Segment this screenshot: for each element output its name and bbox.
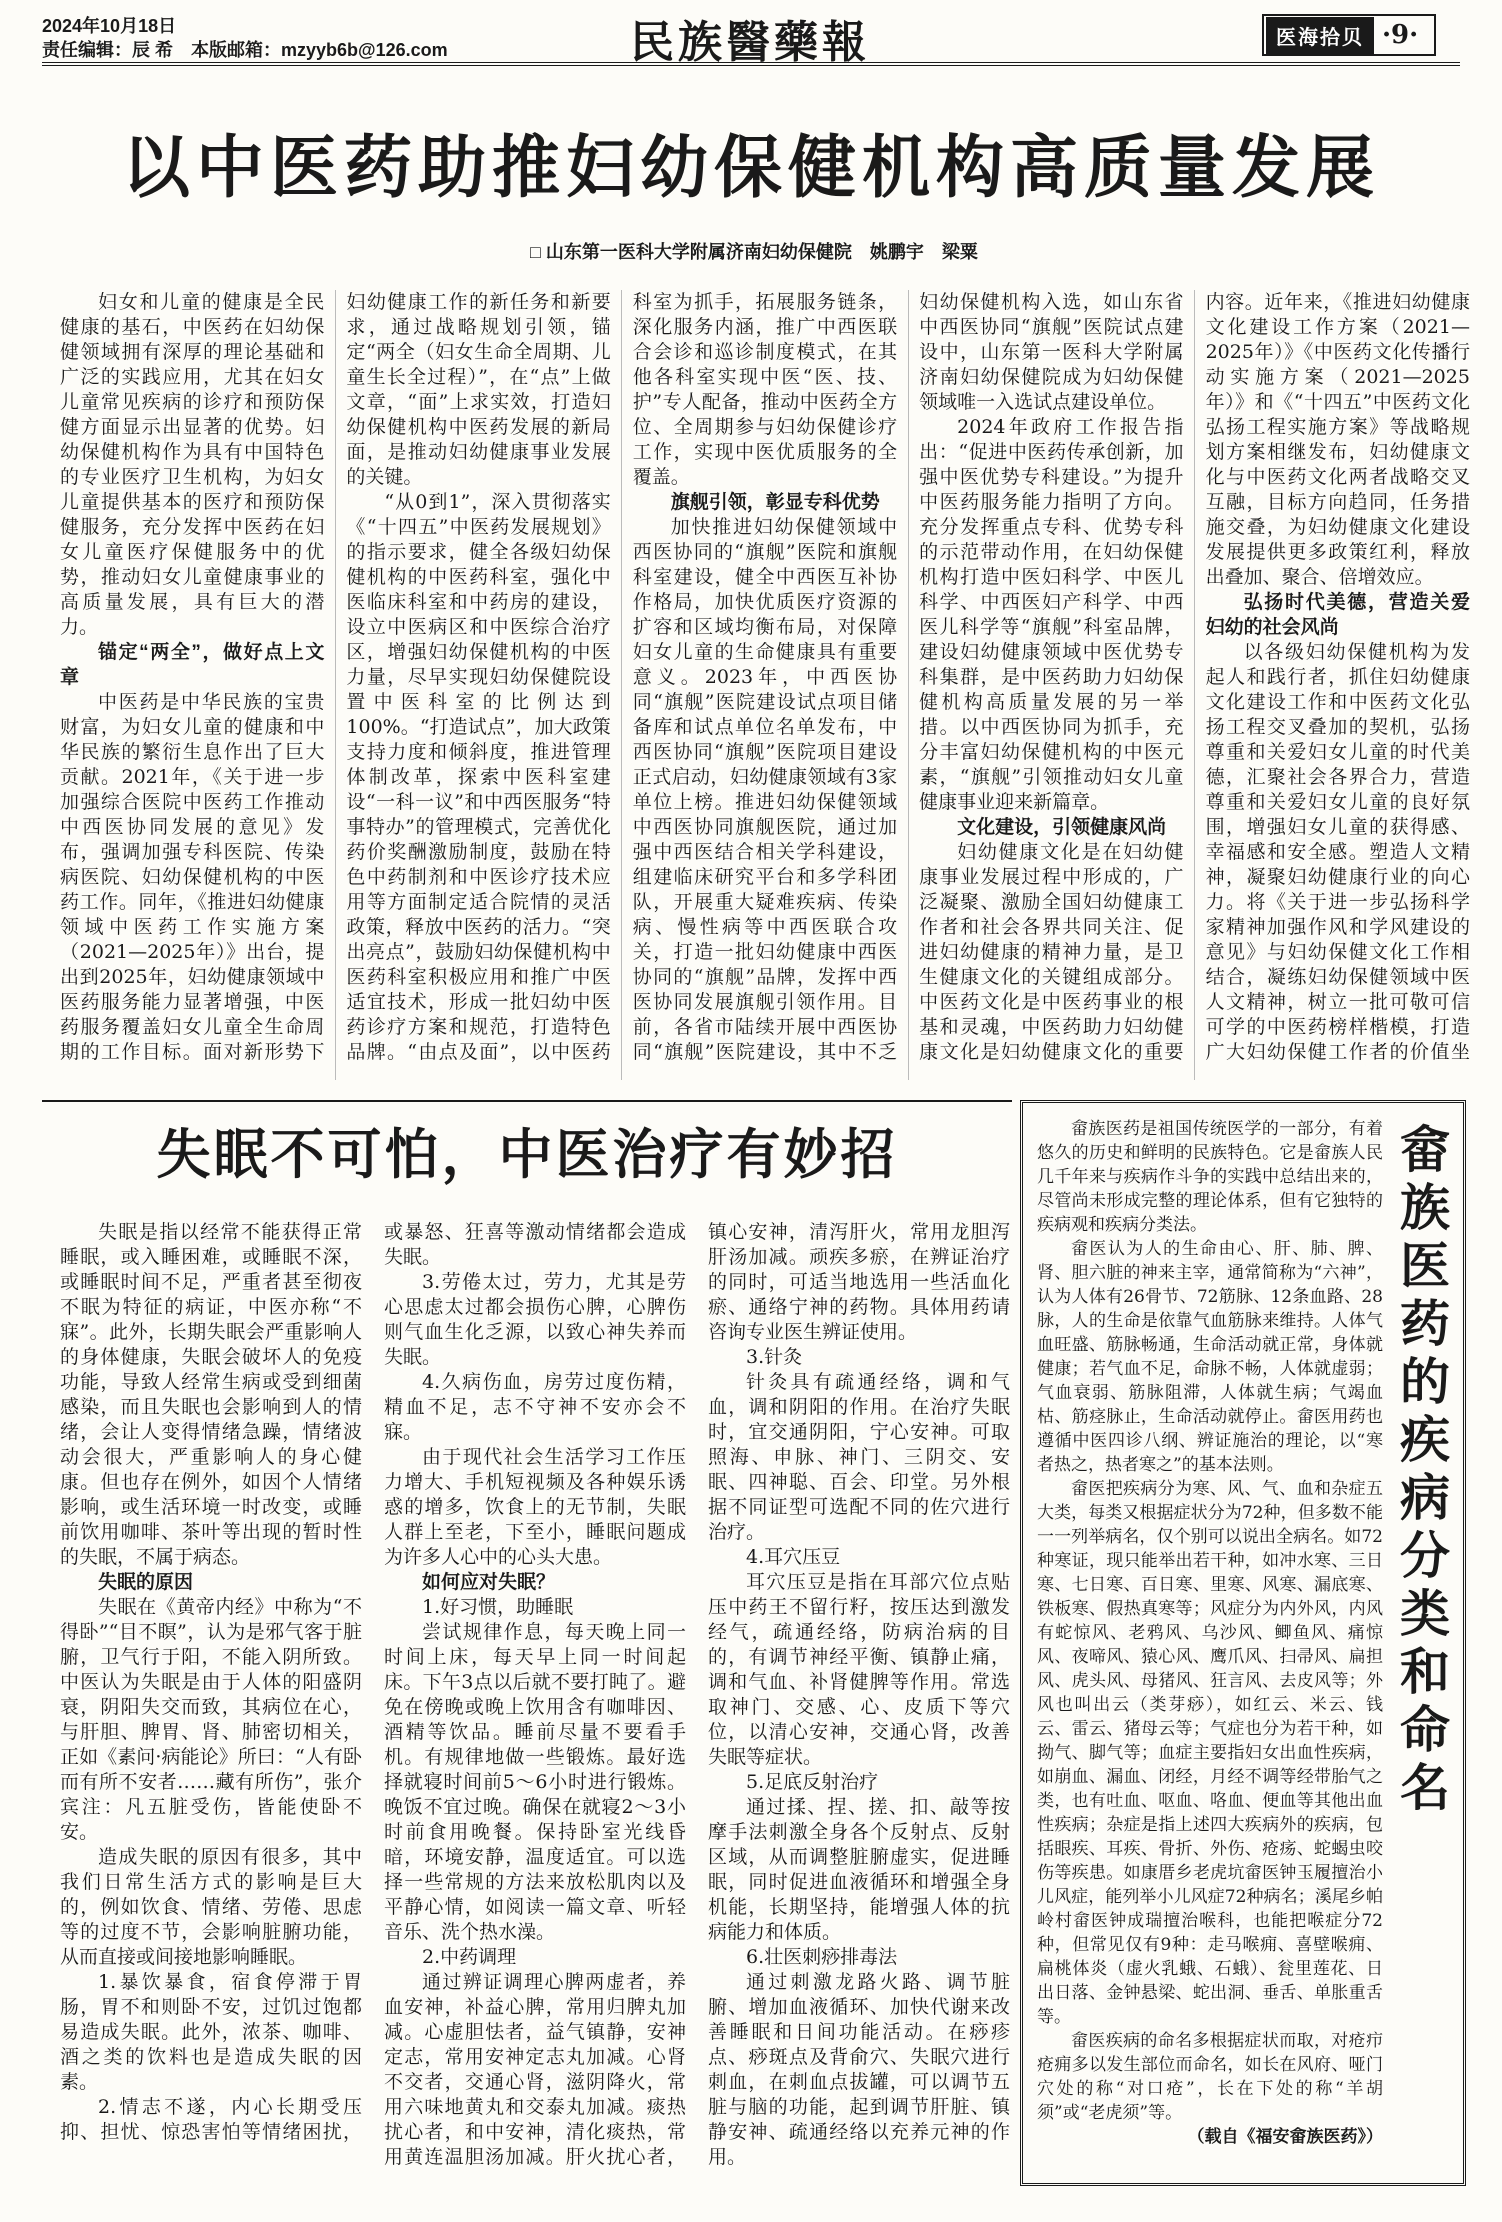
article2-headline: 失眠不可怕，中医治疗有妙招: [156, 1125, 898, 1185]
subheading: 旗舰引领，彰显专科优势: [670, 492, 880, 513]
paragraph: 畲医疾病的命名多根据症状而取，对疮疖疮痈多以发生部位而命名，如长在风府、哑门穴处的称“对口疮”，长在下处的称“羊胡须”或“老虎须”等。: [1037, 2031, 1383, 2123]
paragraph: 以各级妇幼保健机构为发起人和践行者，抓住妇幼健康文化建设工作和中医药文化弘扬工程交叉叠加的契机，弘扬尊重和关爱妇女儿童的时代美德，汇聚社会各界合力，营造尊重和关爱妇女儿童的良好氛围，增强妇女儿童的获得感、幸福感和安全感。塑造人文精神，凝聚妇幼健康行业的向心力。将《关于进一步弘扬科学家精神加强作风和学风建设的意见》与妇幼保健文化工作相结合，凝练妇幼保健领域中医人文精神，树立一批可敬可信可学的中医药榜样楷模，打造广大妇幼保健工作者的价值坐: [1205, 641, 1470, 1063]
newspaper-name: 民族醫藥報: [630, 17, 870, 68]
paragraph: 通过刺激龙路火路、调节脏腑、增加血液循环、加快代谢来改善睡眠和日间功能活动。在痧疹点、痧斑点及背俞穴、失眠穴进行刺血，在刺血点拔罐，可以调节五脏与脑的功能，起到调节肝脏、镇静安神、疏通经络以充养元神的作用。: [708, 1971, 1010, 2168]
paragraph: 通过揉、捏、搓、扣、敲等按摩手法刺激全身各个反射点、反射区域，从而调整脏腑虚实，促进睡眠，同时促进血液循环和增强全身机能，长期坚持，能增强人体的抗病能力和体质。: [708, 1796, 1010, 1943]
paragraph: 3.劳倦太过，劳力，尤其是劳心思虑太过都会损伤心脾，心脾伤则气血生化乏源，以致心神失养而失眠。: [384, 1271, 686, 1368]
section-name: 医海拾贝: [1266, 17, 1374, 54]
paragraph: 尝试规律作息，每天晚上同一时间上床，每天早上同一时间起床。下午3点以后就不要打盹了。避免在傍晚或晚上饮用含有咖啡因、酒精等饮品。睡前尽量不要看手机。有规律地做一些锻炼。最好选择就寝时间前5～6小时进行锻炼。晚饭不宜过晚。确保在就寝2～3小时前食用晚餐。保持卧室光线昏暗，环境安静，温度适宜。可以选择一些常规的方法来放松肌肉以及平静心情，如阅读一篇文章、听轻音乐、洗个热水澡。: [384, 1621, 686, 1943]
article1-body: [60, 290, 1470, 1080]
sidebar-body: [1037, 1117, 1383, 2167]
issue-date: 2024年10月18日: [42, 16, 177, 36]
sidebar-box: [1020, 1100, 1466, 2186]
paragraph: 2.中药调理: [422, 1946, 517, 1968]
masthead-info: [42, 14, 448, 62]
paragraph: “从0到1”，深入贯彻落实《“十四五”中医药发展规划》的指示要求，健全各级妇幼保健机构的中医药科室，强化中医临床科室和中药房的建设，设立中医病区和中医综合治疗区，增强妇幼保健机构的中医力量，尽早实现妇幼保健院设置中医科室的比例达到100%。“打造试点”，加大政策支持力度和倾斜度，推进管理体制改革，探索中医科室建设“一科一议”和中西医服务“特事特办”的管理模式，完善优化药价奖酬激励制度，鼓励在特色中药制剂和中医诊疗技术应用等方面制定适合院情的灵活政策，释放中医药的活力。“突出亮点”，鼓励妇幼保健机构中医药科室积极应用和推广中医适宜技术，形成一批妇幼中医药诊疗方案和规范，打造特色品牌。“由点及面”，以中医药科室为抓手，拓展服务链条，深化服务内涵，推广中西医联合会诊和巡诊制度模式，在其他各科室实现中医“医、技、护”专人配备，推动中医药全方位、全周期参与妇幼保健诊疗工作，实现中医优质服务的全覆盖。: [346, 291, 898, 1063]
paragraph: 加快推进妇幼保健领域中西医协同的“旗舰”医院和旗舰科室建设，健全中西医互补协作格局，加快优质医疗资源的扩容和区域均衡布局，对保障妇女儿童的生命健康具有重要意义。2023年，中西医协同“旗舰”医院建设试点项目储备库和试点单位名单发布，中西医协同“旗舰”医院项目建设正式启动，妇幼健康领域有3家单位上榜。推进妇幼保健领域中西医协同旗舰医院，通过加强中西医结合相关学科建设，组建临床研究平台和多学科团队，开展重大疑难疾病、传染病、慢性病等中西医联合攻关，打造一批妇幼健康中西医协同的“旗舰”品牌，发挥中西医协同发展旗舰引领作用。目前，各省市陆续开展中西医协同“旗舰”医院建设，其中不乏妇幼保健机构入选，如山东省中西医协同“旗舰”医院试点建设中，山东第一医科大学附属济南妇幼保健院成为妇幼保健领域唯一入选试点建设单位。: [632, 291, 1184, 1063]
paragraph: 1.暴饮暴食，宿食停滞于胃肠，胃不和则卧不安，过饥过饱都易造成失眠。此外，浓茶、咖啡、酒之类的饮料也是造成失眠的因素。: [60, 1971, 362, 2093]
paragraph: 造成失眠的原因有很多，其中我们日常生活方式的影响是巨大的，例如饮食、情绪、劳倦、思虑等的过度不节，会影响脏腑功能，从而直接或间接地影响睡眠。: [60, 1846, 362, 1968]
paragraph: 耳穴压豆是指在耳部穴位点贴压中药王不留行籽，按压达到激发经气，疏通经络，防病治病的目的，有调节神经平衡、镇静止痛，调和气血、补肾健脾等作用。常选取神门、交感、心、皮质下等穴位，以清心安神，交通心肾，改善失眠等症状。: [708, 1571, 1010, 1768]
paragraph: 2.情志不遂，内心长期受压抑、担忧、惊恐害怕等情绪困扰，或暴怒、狂喜等激动情绪都会造成失眠。: [60, 1221, 686, 2143]
paragraph: 失眠在《黄帝内经》中称为“不得卧”“目不瞑”，认为是邪气客于脏腑，卫气行于阳，不能入阴所致。中医认为失眠是由于人体的阳盛阴衰，阴阳失交而致，其病位在心，与肝胆、脾胃、肾、肺密切相关，正如《素问·病能论》所曰：“人有卧而有所不安者……藏有所伤”，张介宾注：凡五脏受伤，皆能使卧不安。: [60, 1596, 362, 1843]
subheading: 失眠的原因: [98, 1572, 194, 1593]
paragraph: 通过辨证调理心脾两虚者，养血安神，补益心脾，常用归脾丸加减。心虚胆怯者，益气镇静，安神定志，常用安神定志丸加减。心肾不交者，交通心肾，滋阴降火，常用六味地黄丸和交泰丸加减。痰热扰心者，和中安神，清化痰热，常用黄连温胆汤加减。肝火扰心者，镇心安神，清泻肝火，常用龙胆泻肝汤加减。顽疾多瘀，在辨证治疗的同时，可适当地选用一些活血化瘀、通络宁神的药物。具体用药请咨询专业医生辨证使用。: [384, 1221, 1010, 2168]
section-divider: [42, 1100, 1012, 1102]
paragraph: 2024年政府工作报告指出：“促进中医药传承创新，加强中医优势专科建设。”为提升中医药服务能力指明了方向。充分发挥重点专科、优势专科的示范带动作用，在妇幼保健机构打造中医妇科学、中医儿科学、中西医妇产科学、中西医儿科学等“旗舰”科室品牌，建设妇幼健康领域中医优势专科集群，是中医药助力妇幼保健机构高质量发展的另一举措。以中西医协同为抓手，充分丰富妇幼保健机构的中医元素，“旗舰”引领推动妇女儿童健康事业迎来新篇章。: [919, 416, 1184, 813]
paragraph: 3.针灸: [746, 1346, 803, 1368]
paragraph: 畲族医药是祖国传统医学的一部分，有着悠久的历史和鲜明的民族特色。它是畲族人民几千年来与疾病作斗争的实践中总结出来的，尽管尚未形成完整的理论体系，但有它独特的疾病观和疾病分类法。: [1037, 1119, 1383, 1235]
page-number: ·9·: [1382, 20, 1419, 50]
masthead-rule: [42, 62, 1460, 66]
paragraph: 畲医把疾病分为寒、风、气、血和杂症五大类，每类又根据症状分为72种，但多数不能一一列举病名，仅个别可以说出全病名。如72种寒证，现只能举出若干种，如冲水寒、三日寒、七日寒、百日寒、里寒、风寒、漏底寒、铁板寒、假热真寒等；风症分为内外风，内风有蛇惊风、老鸦风、乌沙风、鲫鱼风、痛惊风、夜啼风、猿心风、鹰爪风、扫帚风、扁担风、虎头风、母猪风、狂言风、去皮风等；外风也叫出云（类芽痧），如红云、米云、钱云、雷云、猪母云等；气症也分为若干种，如拗气、脚气等；血症主要指妇女出血性疾病，如崩血、漏血、闭经，月经不调等经带胎气之类，也有吐血、呕血、咯血、便血等其他出血性疾病；杂症是指上述四大疾病外的疾病，包括眼疾、耳疾、骨折、外伤、疮疡、蛇蝎虫咬伤等疾患。如康厝乡老虎坑畲医钟玉履擅治小儿风症，能列举小儿风症72种病名；溪尾乡帕岭村畲医钟成瑞擅治喉科，也能把喉症分72种，但常见仅有9种：走马喉痈、喜壁喉痈、扁桃体炎（虚火乳蛾、石蛾）、瓮里莲花、日出日落、金钟悬梁、蛇出洞、垂舌、单胀重舌等。: [1037, 1479, 1383, 2027]
credit-line: （载自《福安畲族医药》）: [1187, 2127, 1383, 2147]
paragraph: 6.壮医刺痧排毒法: [746, 1946, 898, 1968]
subheading: 锚定“两全”，做好点上文章: [60, 642, 325, 688]
article1-byline: □ 山东第一医科大学附属济南妇幼保健院 姚鹏宇 梁粟: [530, 242, 978, 262]
paragraph: 中医药是中华民族的宝贵财富，为妇女儿童的健康和中华民族的繁衍生息作出了巨大贡献。2021年，《关于进一步加强综合医院中医药工作推动中西医协同发展的意见》发布，强调加强专科医院、传染病医院、妇幼保健机构的中医药工作。同年，《推进妇幼健康领域中医药工作实施方案（2021—2025年）》出台，提出到2025年，妇幼健康领域中医药服务能力显著增强，中医药服务覆盖妇女儿童全生命周期的工作目标。面对新形势下妇幼健康工作的新任务和新要求，通过战略规划引领，锚定“两全（妇女生命全周期、儿童生长全过程）”，在“点”上做文章，“面”上求实效，打造妇幼保健机构中医药发展的新局面，是推动妇幼健康事业发展的关键。: [60, 291, 611, 1063]
paragraph: 妇幼健康文化是在妇幼健康事业发展过程中形成的，广泛凝聚、激励全国妇幼健康工作者和社会各界共同关注、促进妇幼健康的精神力量，是卫生健康文化的关键组成部分。中医药文化是中医药事业的根基和灵魂，中医药助力妇幼健康文化是妇幼健康文化的重要内容。近年来，《推进妇幼健康文化建设工作方案（2021—2025年）》《中医药文化传播行动实施方案（2021—2025年）》和《“十四五”中医药文化弘扬工程实施方案》等战略规划方案相继发布，妇幼健康文化与中医药文化两者战略交叉互融，目标方向趋同，任务措施交叠，为妇幼健康文化建设发展提供更多政策红利，释放出叠加、聚合、倍增效应。: [919, 291, 1470, 1063]
sidebar-title: 畲族医药的疾病分类和命名: [1392, 1123, 1451, 1819]
article2-body: [60, 1220, 1010, 2180]
paragraph: 4.久病伤血，房劳过度伤精，精血不足，志不守神不安亦会不寐。: [384, 1371, 686, 1443]
paragraph: 针灸具有疏通经络，调和气血，调和阴阳的作用。在治疗失眠时，宜交通阴阳，宁心安神。可取照海、申脉、神门、三阴交、安眠、四神聪、百会、印堂。另外根据不同证型可选配不同的佐穴进行治疗。: [708, 1371, 1010, 1543]
subheading: 如何应对失眠？: [422, 1572, 556, 1593]
editor-line: 责任编辑：辰 希 本版邮箱：mzyyb6b@126.com: [42, 40, 448, 60]
paragraph: 5.足底反射治疗: [746, 1771, 879, 1793]
paragraph: 1.好习惯，助睡眠: [422, 1596, 574, 1618]
paragraph: 妇女和儿童的健康是全民健康的基石，中医药在妇幼保健领域拥有深厚的理论基础和广泛的实践应用，尤其在妇女儿童常见疾病的诊疗和预防保健方面显示出显著的优势。妇幼保健机构作为具有中国特色的专业医疗卫生机构，为妇女儿童提供基本的医疗和预防保健服务，充分发挥中医药在妇女儿童医疗保健服务中的优势，推动妇女儿童健康事业的高质量发展，具有巨大的潜力。: [60, 291, 325, 638]
paragraph: 4.耳穴压豆: [746, 1546, 841, 1568]
paragraph: 由于现代社会生活学习工作压力增大、手机短视频及各种娱乐诱惑的增多，饮食上的无节制，失眠人群上至老，下至小，睡眠问题成为许多人心中的心头大患。: [384, 1446, 686, 1568]
subheading: 文化建设，引领健康风尚: [957, 817, 1167, 838]
subheading: 弘扬时代美德，营造关爱妇幼的社会风尚: [1205, 592, 1470, 638]
paragraph: 失眠是指以经常不能获得正常睡眠，或入睡困难，或睡眠不深，或睡眠时间不足，严重者甚至彻夜不眠为特征的病证，中医亦称“不寐”。此外，长期失眠会严重影响人的身体健康，失眠会破坏人的免疫功能，导致人经常生病或受到细菌感染，而且失眠也会影响到人的情绪，会让人变得情绪急躁，情绪波动会很大，严重影响人的身心健康。但也存在例外，如因个人情绪影响，或生活环境一时改变，或睡前饮用咖啡、茶叶等出现的暂时性的失眠，不属于病态。: [60, 1221, 362, 1568]
section-tag: [1262, 14, 1436, 56]
paragraph: 畲医认为人的生命由心、肝、肺、脾、肾、胆六脏的神来主宰，通常简称为“六神”，认为人体有26骨节、72筋脉、12条血路、28脉，人的生命是依靠气血筋脉来维持。人体气血旺盛、筋脉畅通，生命活动就正常，身体就健康；若气血不足，命脉不畅，人体就虚弱；气血衰弱、筋脉阻滞，人体就生病；气竭血枯、筋痉脉止，生命活动就停止。畲医用药也遵循中医四诊八纲、辨证施治的理论，以“寒者热之，热者寒之”的基本法则。: [1037, 1239, 1383, 1475]
article1-headline: 以中医药助推妇幼保健机构高质量发展: [121, 130, 1380, 206]
